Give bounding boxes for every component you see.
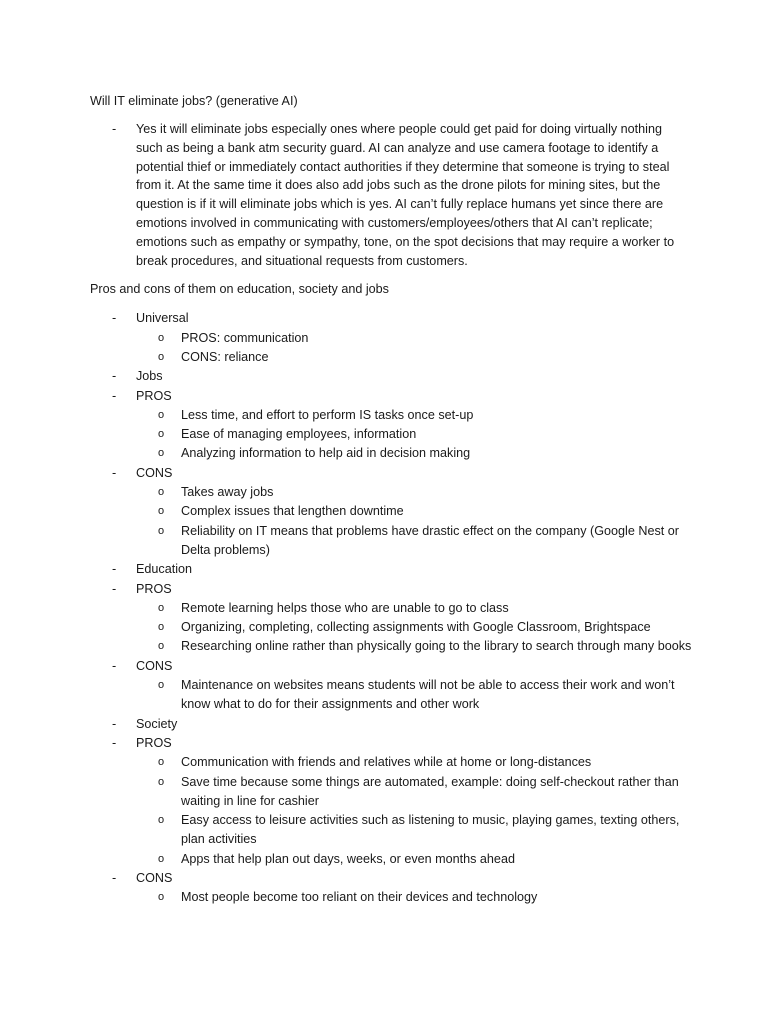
list-item-text: Reliability on IT means that problems have drastic effect on the company (Google Nest or Delta problems) xyxy=(181,523,679,557)
sub-list-item xyxy=(90,811,701,850)
outline-list xyxy=(90,309,690,907)
list-item-text: Most people become too reliant on their devices and technology xyxy=(181,890,538,905)
sub-list-item xyxy=(90,444,701,463)
list-item xyxy=(90,580,690,599)
circle-bullet: o xyxy=(158,814,165,827)
list-item-text: Easy access to leisure activities such as listening to music, playing games, texting others, plan activities xyxy=(181,813,680,847)
list-item-text: Jobs xyxy=(136,369,163,384)
dash-bullet: - xyxy=(112,388,117,403)
circle-bullet: o xyxy=(158,408,165,421)
answer-item xyxy=(90,120,690,270)
list-item xyxy=(90,734,690,753)
dash-bullet: - xyxy=(112,716,117,731)
sub-list-item xyxy=(90,773,701,812)
sub-list-item xyxy=(90,599,701,618)
list-item xyxy=(90,715,690,734)
list-item xyxy=(90,464,690,483)
dash-bullet: - xyxy=(112,311,117,326)
sub-list-item xyxy=(90,483,701,502)
list-item-text: Takes away jobs xyxy=(181,485,274,500)
dash-bullet: - xyxy=(112,122,117,136)
list-item xyxy=(90,309,690,328)
sub-list-item xyxy=(90,618,701,637)
sub-list-item xyxy=(90,888,701,907)
list-item-text: PROS xyxy=(136,388,172,403)
list-item-text: CONS xyxy=(136,870,173,885)
circle-bullet: o xyxy=(158,621,165,634)
list-item xyxy=(90,387,690,406)
list-item-text: Ease of managing employees, information xyxy=(181,427,417,442)
sub-list-item xyxy=(90,425,701,444)
question-title: Will IT eliminate jobs? (generative AI) xyxy=(90,94,298,108)
sub-list-item xyxy=(90,850,701,869)
list-item-text: Save time because some things are automated, example: doing self-checkout rather than waiting in line for cashier xyxy=(181,774,679,808)
list-item-text: PROS: communication xyxy=(181,330,309,345)
sub-list-item xyxy=(90,637,701,656)
circle-bullet: o xyxy=(158,891,165,904)
section-title: Pros and cons of them on education, society and jobs xyxy=(90,282,389,297)
sub-list-item xyxy=(90,406,701,425)
circle-bullet: o xyxy=(158,775,165,788)
circle-bullet: o xyxy=(158,486,165,499)
list-item-text: Communication with friends and relatives while at home or long-distances xyxy=(181,755,592,770)
dash-bullet: - xyxy=(112,870,117,885)
circle-bullet: o xyxy=(158,601,165,614)
circle-bullet: o xyxy=(158,350,165,363)
answer-text: Yes it will eliminate jobs especially ones where people could get paid for doing virtually nothing such as being a bank atm security guard. AI can analyze and use camera footage to identify a potential thief or immediately contact authorities if they determine that someone is trying to steal from it. At the same time it does also add jobs such as the drone pilots for mining sites, but the question is if it will eliminate jobs which is yes. AI can’t fully replace humans yet since there are emotions involved in communicating with customers/employees/others that AI can’t replicate; emotions such as empathy or sympathy, tone, on the spot decisions that may require a worker to break procedures, and situational requests from customers. xyxy=(136,122,675,268)
circle-bullet: o xyxy=(158,524,165,537)
list-item-text: Maintenance on websites means students will not be able to access their work and won’t know what to do for their assignments and other work xyxy=(181,678,675,712)
sub-list-item xyxy=(90,753,701,772)
list-item-text: CONS: reliance xyxy=(181,349,269,364)
list-item-text: CONS xyxy=(136,465,173,480)
list-item-text: CONS xyxy=(136,658,173,673)
dash-bullet: - xyxy=(112,735,117,750)
document-page xyxy=(90,92,690,908)
circle-bullet: o xyxy=(158,852,165,865)
dash-bullet: - xyxy=(112,369,117,384)
list-item-text: Universal xyxy=(136,311,189,326)
circle-bullet: o xyxy=(158,331,165,344)
dash-bullet: - xyxy=(112,658,117,673)
sub-list-item xyxy=(90,502,701,521)
list-item-text: Apps that help plan out days, weeks, or even months ahead xyxy=(181,851,515,866)
circle-bullet: o xyxy=(158,640,165,653)
sub-list-item xyxy=(90,522,701,561)
circle-bullet: o xyxy=(158,447,165,460)
list-item-text: Complex issues that lengthen downtime xyxy=(181,504,404,519)
list-item-text: Education xyxy=(136,562,193,577)
list-item-text: Society xyxy=(136,716,178,731)
list-item-text: PROS xyxy=(136,581,172,596)
dash-bullet: - xyxy=(112,581,117,596)
dash-bullet: - xyxy=(112,465,117,480)
list-item-text: Remote learning helps those who are unable to go to class xyxy=(181,600,509,615)
circle-bullet: o xyxy=(158,505,165,518)
sub-list-item xyxy=(90,329,701,348)
circle-bullet: o xyxy=(158,756,165,769)
list-item-text: PROS xyxy=(136,735,172,750)
list-item-text: Less time, and effort to perform IS tasks once set-up xyxy=(181,407,474,422)
sub-list-item xyxy=(90,348,701,367)
circle-bullet: o xyxy=(158,428,165,441)
sub-list-item xyxy=(90,676,701,715)
list-item xyxy=(90,657,690,676)
list-item xyxy=(90,560,690,579)
list-item xyxy=(90,367,690,386)
list-item xyxy=(90,869,690,888)
list-item-text: Organizing, completing, collecting assignments with Google Classroom, Brightspace xyxy=(181,620,651,635)
circle-bullet: o xyxy=(158,679,165,692)
list-item-text: Analyzing information to help aid in decision making xyxy=(181,446,471,461)
list-item-text: Researching online rather than physically going to the library to search through many books xyxy=(181,639,692,654)
dash-bullet: - xyxy=(112,562,117,577)
